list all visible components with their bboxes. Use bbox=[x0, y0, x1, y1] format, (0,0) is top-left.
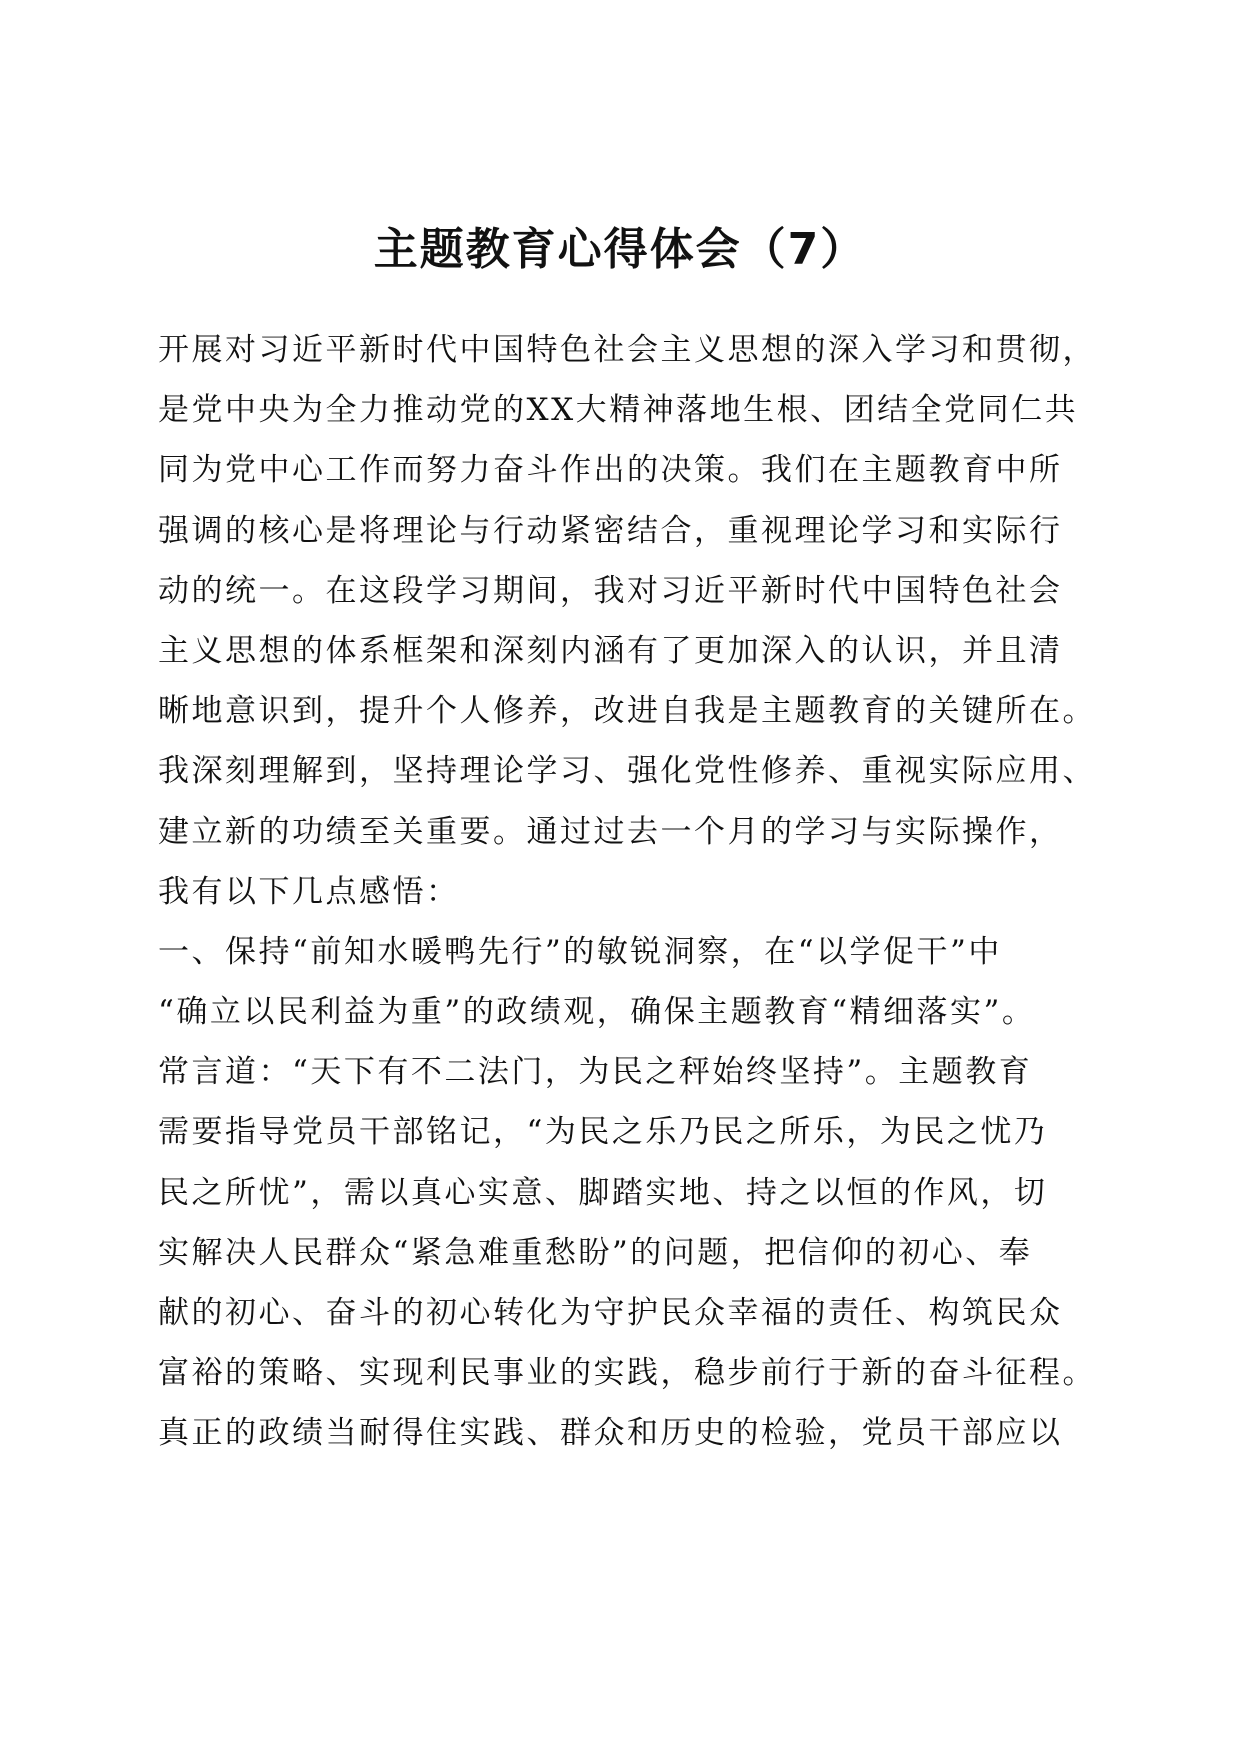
body-line: 建立新的功绩至关重要。通过过去一个月的学习与实际操作， bbox=[158, 813, 1063, 850]
body-line: 民之所忧”，需以真心实意、脚踏实地、持之以恒的作风，切 bbox=[158, 1174, 1048, 1211]
body-line: 实解决人民群众“紧急难重愁盼”的问题，把信仰的初心、奉 bbox=[158, 1234, 1033, 1271]
body-line: 我有以下几点感悟： bbox=[158, 873, 460, 910]
body-line: 动的统一。在这段学习期间，我对习近平新时代中国特色社会 bbox=[158, 572, 1063, 609]
body-line: 强调的核心是将理论与行动紧密结合，重视理论学习和实际行 bbox=[158, 512, 1063, 549]
body-line: 富裕的策略、实现利民事业的实践，稳步前行于新的奋斗征程。 bbox=[158, 1355, 1096, 1392]
body-line: 是党中央为全力推动党的XX大精神落地生根、团结全党同仁共 bbox=[158, 392, 1079, 429]
body-line: 献的初心、奋斗的初心转化为守护民众幸福的责任、构筑民众 bbox=[158, 1295, 1063, 1331]
body-line: 主义思想的体系框架和深刻内涵有了更加深入的认识，并且清 bbox=[158, 632, 1063, 669]
body-line: 真正的政绩当耐得住实践、群众和历史的检验，党员干部应以 bbox=[158, 1415, 1063, 1452]
body-line: 开展对习近平新时代中国特色社会主义思想的深入学习和贯彻， bbox=[158, 332, 1096, 368]
body-line: 常言道：“天下有不二法门，为民之秤始终坚持”。主题教育 bbox=[158, 1054, 1033, 1091]
document-title: 主题教育心得体会（7） bbox=[373, 224, 867, 275]
section-heading: “确立以民利益为重”的政绩观，确保主题教育“精细落实”。 bbox=[158, 994, 1036, 1031]
body-line: 晰地意识到，提升个人修养，改进自我是主题教育的关键所在。 bbox=[158, 693, 1096, 730]
body-line: 同为党中心工作而努力奋斗作出的决策。我们在主题教育中所 bbox=[158, 452, 1063, 489]
body-line: 需要指导党员干部铭记，“为民之乐乃民之所乐，为民之忧乃 bbox=[158, 1114, 1048, 1151]
document-body bbox=[158, 320, 1118, 1464]
body-line: 我深刻理解到，坚持理论学习、强化党性修养、重视实际应用、 bbox=[158, 753, 1096, 790]
section-heading: 一、保持“前知水暖鸭先行”的敏锐洞察，在“以学促干”中 bbox=[158, 933, 1002, 970]
